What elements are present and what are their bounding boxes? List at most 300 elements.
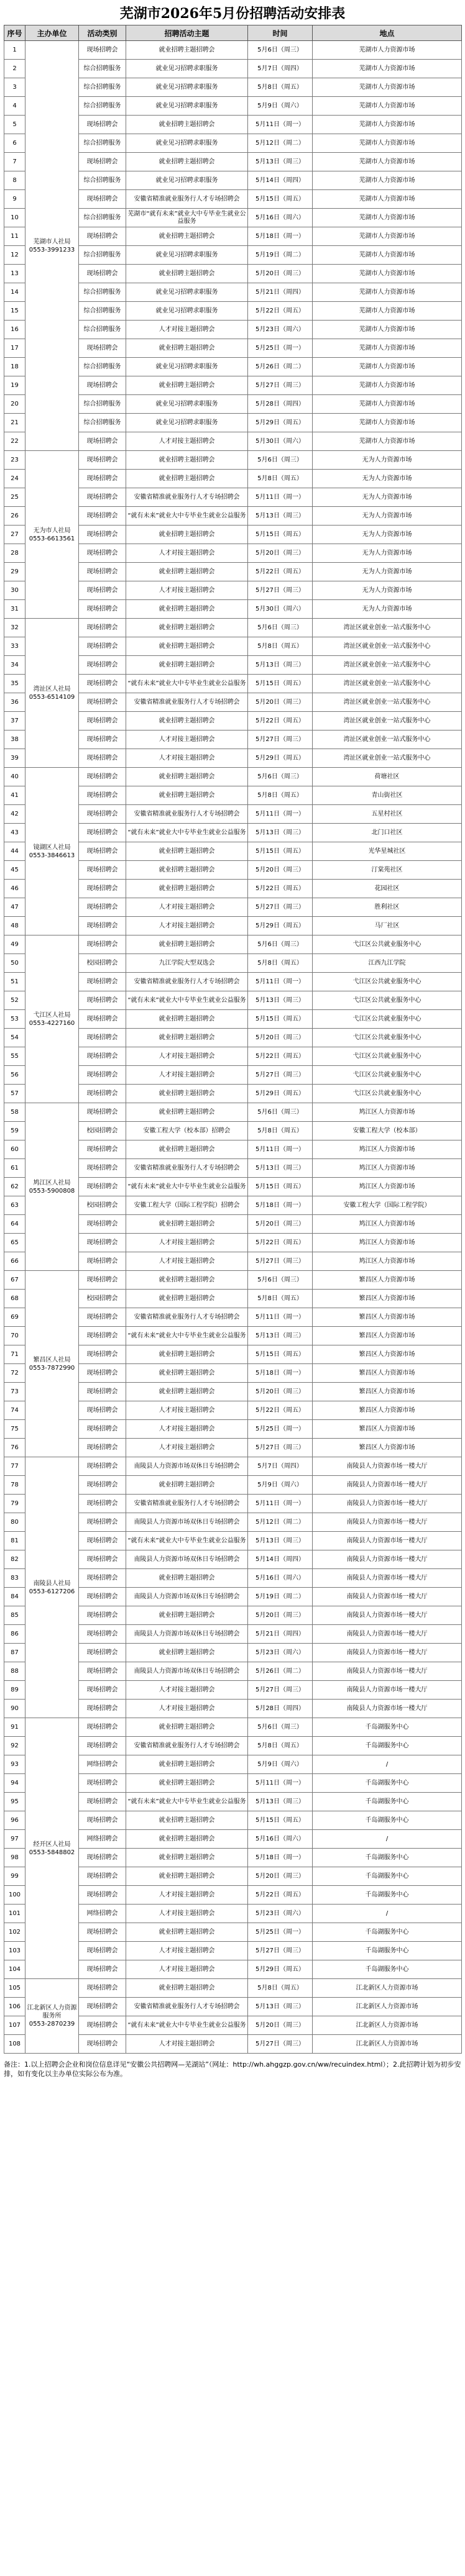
category-cell: 现场招聘会: [79, 675, 126, 693]
location-cell: 南陵县人力资源市场一楼大厅: [313, 1457, 462, 1476]
row-number-cell: 24: [4, 470, 25, 488]
time-cell: 5月27日（周三）: [248, 898, 313, 917]
row-number-cell: 89: [4, 1681, 25, 1700]
row-number-cell: 68: [4, 1290, 25, 1308]
time-cell: 5月6日（周三）: [248, 935, 313, 954]
row-number-cell: 18: [4, 358, 25, 376]
row-number-cell: 92: [4, 1737, 25, 1755]
row-number-cell: 104: [4, 1960, 25, 1979]
row-number-cell: 44: [4, 842, 25, 861]
row-number-cell: 57: [4, 1085, 25, 1103]
theme-cell: “就有未来”就业大中专毕业生就业公益服务: [126, 991, 248, 1010]
row-number-cell: 26: [4, 507, 25, 526]
theme-cell: “就有未来”就业大中专毕业生就业公益服务: [126, 1327, 248, 1345]
organizer-cell: 鸠江区人社局 0553-5900808: [25, 1103, 79, 1271]
time-cell: 5月15日（周五）: [248, 1178, 313, 1196]
time-cell: 5月6日（周三）: [248, 1103, 313, 1122]
row-number-cell: 2: [4, 60, 25, 78]
location-cell: 花园社区: [313, 880, 462, 898]
time-cell: 5月9日（周六）: [248, 1755, 313, 1774]
theme-cell: 南陵县人力资源市场双休日专场招聘会: [126, 1588, 248, 1606]
category-cell: 现场招聘会: [79, 1495, 126, 1513]
organizer-cell: 湾沚区人社局 0553-6514109: [25, 619, 79, 768]
time-cell: 5月15日（周五）: [248, 842, 313, 861]
category-cell: 现场招聘会: [79, 1793, 126, 1811]
category-cell: 现场招聘会: [79, 824, 126, 842]
row-number-cell: 73: [4, 1383, 25, 1401]
category-cell: 现场招聘会: [79, 1327, 126, 1345]
theme-cell: 就业招聘主题招聘会: [126, 1029, 248, 1047]
location-cell: 无为人力资源市场: [313, 526, 462, 544]
theme-cell: 人才对接主题招聘会: [126, 1234, 248, 1252]
time-cell: 5月27日（周三）: [248, 1681, 313, 1700]
time-cell: 5月13日（周三）: [248, 153, 313, 171]
table-row: [4, 768, 462, 786]
location-cell: 弋江区公共就业服务中心: [313, 935, 462, 954]
time-cell: 5月11日（周一）: [248, 1140, 313, 1159]
location-cell: 繁昌区人力资源市场: [313, 1271, 462, 1290]
time-cell: 5月8日（周五）: [248, 1979, 313, 1998]
category-cell: 现场招聘会: [79, 1085, 126, 1103]
time-cell: 5月22日（周五）: [248, 1047, 313, 1066]
time-cell: 5月11日（周一）: [248, 1495, 313, 1513]
category-cell: 现场招聘会: [79, 116, 126, 134]
theme-cell: 就业招聘主题招聘会: [126, 935, 248, 954]
category-cell: 现场招聘会: [79, 1774, 126, 1793]
theme-cell: 人才对接主题招聘会: [126, 1439, 248, 1457]
location-cell: /: [313, 1905, 462, 1923]
location-cell: 弋江区公共就业服务中心: [313, 973, 462, 991]
theme-cell: 就业招聘主题招聘会: [126, 1290, 248, 1308]
time-cell: 5月13日（周三）: [248, 1327, 313, 1345]
location-cell: 湾沚区就业创业一站式服务中心: [313, 675, 462, 693]
row-number-cell: 59: [4, 1122, 25, 1140]
row-number-cell: 91: [4, 1718, 25, 1737]
location-cell: 无为人力资源市场: [313, 544, 462, 563]
theme-cell: 就业见习招聘求职服务: [126, 97, 248, 116]
location-cell: 繁昌区人力资源市场: [313, 1364, 462, 1383]
row-number-cell: 103: [4, 1942, 25, 1960]
category-cell: 现场招聘会: [79, 1159, 126, 1178]
category-cell: 现场招聘会: [79, 581, 126, 600]
theme-cell: 芜湖市“就有未来”就业大中专毕业生就业公益服务: [126, 209, 248, 227]
row-number-cell: 5: [4, 116, 25, 134]
theme-cell: 南陵县人力资源市场双休日专场招聘会: [126, 1513, 248, 1532]
location-cell: 湾沚区就业创业一站式服务中心: [313, 619, 462, 637]
location-cell: 南陵县人力资源市场一楼大厅: [313, 1495, 462, 1513]
row-number-cell: 9: [4, 190, 25, 209]
theme-cell: “就有未来”就业大中专毕业生就业公益服务: [126, 1793, 248, 1811]
category-cell: 综合招聘服务: [79, 209, 126, 227]
location-cell: 鸠江区人力资源市场: [313, 1140, 462, 1159]
row-number-cell: 86: [4, 1625, 25, 1644]
row-number-cell: 15: [4, 302, 25, 321]
row-number-cell: 47: [4, 898, 25, 917]
row-number-cell: 99: [4, 1867, 25, 1886]
location-cell: 南陵县人力资源市场一楼大厅: [313, 1625, 462, 1644]
time-cell: 5月15日（周五）: [248, 1345, 313, 1364]
row-number-cell: 43: [4, 824, 25, 842]
time-cell: 5月11日（周一）: [248, 488, 313, 507]
theme-cell: 安徽省精准就业服务行人才专场招聘会: [126, 190, 248, 209]
location-cell: 千岛湖服务中心: [313, 1811, 462, 1830]
location-cell: 无为人力资源市场: [313, 488, 462, 507]
category-cell: 现场招聘会: [79, 432, 126, 451]
category-cell: 现场招聘会: [79, 41, 126, 60]
table-body: [4, 41, 462, 2054]
category-cell: 现场招聘会: [79, 1420, 126, 1439]
organizer-cell: 南陵县人社局 0553-6127206: [25, 1457, 79, 1718]
time-cell: 5月27日（周三）: [248, 376, 313, 395]
category-cell: 现场招聘会: [79, 265, 126, 283]
row-number-cell: 16: [4, 321, 25, 339]
theme-cell: 人才对接主题招聘会: [126, 1066, 248, 1085]
category-cell: 综合招聘服务: [79, 60, 126, 78]
theme-cell: 人才对接主题招聘会: [126, 1681, 248, 1700]
location-cell: 芜湖市人力资源市场: [313, 265, 462, 283]
time-cell: 5月16日（周六）: [248, 1830, 313, 1849]
row-number-cell: 50: [4, 954, 25, 973]
time-cell: 5月28日（周四）: [248, 1700, 313, 1718]
location-cell: 无为人力资源市场: [313, 600, 462, 619]
location-cell: 光华星城社区: [313, 842, 462, 861]
location-cell: /: [313, 1830, 462, 1849]
time-cell: 5月6日（周三）: [248, 41, 313, 60]
row-number-cell: 4: [4, 97, 25, 116]
location-cell: 南陵县人力资源市场一楼大厅: [313, 1644, 462, 1662]
theme-cell: 人才对接主题招聘会: [126, 1960, 248, 1979]
time-cell: 5月11日（周一）: [248, 973, 313, 991]
time-cell: 5月29日（周五）: [248, 1960, 313, 1979]
location-cell: 南陵县人力资源市场一楼大厅: [313, 1681, 462, 1700]
location-cell: 弋江区公共就业服务中心: [313, 1085, 462, 1103]
location-cell: 湾沚区就业创业一站式服务中心: [313, 712, 462, 730]
row-number-cell: 97: [4, 1830, 25, 1849]
time-cell: 5月20日（周三）: [248, 1215, 313, 1234]
row-number-cell: 31: [4, 600, 25, 619]
location-cell: 芜湖市人力资源市场: [313, 41, 462, 60]
theme-cell: 人才对接主题招聘会: [126, 432, 248, 451]
category-cell: 现场招聘会: [79, 2016, 126, 2035]
time-cell: 5月23日（周六）: [248, 1905, 313, 1923]
row-number-cell: 79: [4, 1495, 25, 1513]
time-cell: 5月22日（周五）: [248, 1401, 313, 1420]
row-number-cell: 102: [4, 1923, 25, 1942]
category-cell: 现场招聘会: [79, 1942, 126, 1960]
time-cell: 5月13日（周三）: [248, 1793, 313, 1811]
time-cell: 5月26日（周二）: [248, 358, 313, 376]
time-cell: 5月9日（周六）: [248, 1476, 313, 1495]
theme-cell: 就业招聘主题招聘会: [126, 619, 248, 637]
theme-cell: 就业见习招聘求职服务: [126, 60, 248, 78]
time-cell: 5月11日（周一）: [248, 116, 313, 134]
theme-cell: 就业招聘主题招聘会: [126, 1364, 248, 1383]
header-theme: 招聘活动主题: [126, 25, 248, 41]
organizer-cell: 经开区人社局 0553-5848802: [25, 1718, 79, 1979]
theme-cell: 人才对接主题招聘会: [126, 581, 248, 600]
category-cell: 现场招聘会: [79, 656, 126, 675]
theme-cell: 就业招聘主题招聘会: [126, 41, 248, 60]
theme-cell: 就业招聘主题招聘会: [126, 1383, 248, 1401]
location-cell: 芜湖市人力资源市场: [313, 395, 462, 414]
location-cell: 千岛湖服务中心: [313, 1942, 462, 1960]
time-cell: 5月20日（周三）: [248, 1383, 313, 1401]
time-cell: 5月20日（周三）: [248, 693, 313, 712]
location-cell: 芜湖市人力资源市场: [313, 60, 462, 78]
location-cell: 湾沚区就业创业一站式服务中心: [313, 730, 462, 749]
time-cell: 5月27日（周三）: [248, 1066, 313, 1085]
time-cell: 5月16日（周六）: [248, 209, 313, 227]
time-cell: 5月13日（周三）: [248, 656, 313, 675]
category-cell: 现场招聘会: [79, 1849, 126, 1867]
location-cell: 南陵县人力资源市场一楼大厅: [313, 1662, 462, 1681]
location-cell: 繁昌区人力资源市场: [313, 1401, 462, 1420]
row-number-cell: 36: [4, 693, 25, 712]
category-cell: 现场招聘会: [79, 1606, 126, 1625]
row-number-cell: 106: [4, 1998, 25, 2016]
location-cell: 鸠江区人力资源市场: [313, 1159, 462, 1178]
location-cell: 荷塘社区: [313, 768, 462, 786]
row-number-cell: 34: [4, 656, 25, 675]
location-cell: 繁昌区人力资源市场: [313, 1383, 462, 1401]
row-number-cell: 75: [4, 1420, 25, 1439]
theme-cell: 就业招聘主题招聘会: [126, 1569, 248, 1588]
category-cell: 综合招聘服务: [79, 302, 126, 321]
row-number-cell: 25: [4, 488, 25, 507]
time-cell: 5月27日（周三）: [248, 1942, 313, 1960]
theme-cell: 就业招聘主题招聘会: [126, 880, 248, 898]
theme-cell: 就业招聘主题招聘会: [126, 712, 248, 730]
theme-cell: 南陵县人力资源市场双休日专场招聘会: [126, 1550, 248, 1569]
time-cell: 5月20日（周三）: [248, 861, 313, 880]
row-number-cell: 40: [4, 768, 25, 786]
table-row: [4, 1457, 462, 1476]
theme-cell: 人才对接主题招聘会: [126, 321, 248, 339]
time-cell: 5月18日（周一）: [248, 1849, 313, 1867]
category-cell: 现场招聘会: [79, 1234, 126, 1252]
location-cell: 繁昌区人力资源市场: [313, 1420, 462, 1439]
category-cell: 现场招聘会: [79, 1029, 126, 1047]
row-number-cell: 72: [4, 1364, 25, 1383]
category-cell: 现场招聘会: [79, 1737, 126, 1755]
category-cell: 现场招聘会: [79, 842, 126, 861]
category-cell: 现场招聘会: [79, 600, 126, 619]
theme-cell: 就业招聘主题招聘会: [126, 1774, 248, 1793]
time-cell: 5月11日（周一）: [248, 1308, 313, 1327]
theme-cell: 就业见习招聘求职服务: [126, 358, 248, 376]
time-cell: 5月21日（周四）: [248, 283, 313, 302]
time-cell: 5月15日（周五）: [248, 675, 313, 693]
theme-cell: 就业招聘主题招聘会: [126, 153, 248, 171]
time-cell: 5月11日（周一）: [248, 805, 313, 824]
time-cell: 5月6日（周三）: [248, 451, 313, 470]
organizer-cell: 芜湖市人社局 0553-3991233: [25, 41, 79, 451]
category-cell: 综合招聘服务: [79, 321, 126, 339]
row-number-cell: 8: [4, 171, 25, 190]
theme-cell: 安徽省精准就业服务行人才专场招聘会: [126, 1159, 248, 1178]
location-cell: 千岛湖服务中心: [313, 1774, 462, 1793]
time-cell: 5月8日（周五）: [248, 1737, 313, 1755]
row-number-cell: 23: [4, 451, 25, 470]
time-cell: 5月23日（周六）: [248, 321, 313, 339]
location-cell: 繁昌区人力资源市场: [313, 1290, 462, 1308]
time-cell: 5月29日（周五）: [248, 1085, 313, 1103]
location-cell: 弋江区公共就业服务中心: [313, 1029, 462, 1047]
time-cell: 5月13日（周三）: [248, 507, 313, 526]
header-no: 序号: [4, 25, 25, 41]
location-cell: 千岛湖服务中心: [313, 1886, 462, 1905]
row-number-cell: 65: [4, 1234, 25, 1252]
time-cell: 5月29日（周五）: [248, 414, 313, 432]
location-cell: 弋江区公共就业服务中心: [313, 991, 462, 1010]
category-cell: 现场招聘会: [79, 693, 126, 712]
category-cell: 现场招聘会: [79, 1047, 126, 1066]
row-number-cell: 84: [4, 1588, 25, 1606]
location-cell: 南陵县人力资源市场一楼大厅: [313, 1700, 462, 1718]
time-cell: 5月7日（周四）: [248, 60, 313, 78]
category-cell: 综合招聘服务: [79, 171, 126, 190]
theme-cell: 安徽省精准就业服务行人才专场招聘会: [126, 488, 248, 507]
category-cell: 现场招聘会: [79, 1383, 126, 1401]
row-number-cell: 71: [4, 1345, 25, 1364]
table-row: [4, 935, 462, 954]
row-number-cell: 62: [4, 1178, 25, 1196]
organizer-cell: 繁昌区人社局 0553-7872990: [25, 1271, 79, 1457]
category-cell: 现场招聘会: [79, 1066, 126, 1085]
theme-cell: 就业招聘主题招聘会: [126, 470, 248, 488]
theme-cell: 人才对接主题招聘会: [126, 898, 248, 917]
location-cell: 芜湖市人力资源市场: [313, 97, 462, 116]
theme-cell: 安徽省精准就业服务行人才专场招聘会: [126, 973, 248, 991]
row-number-cell: 53: [4, 1010, 25, 1029]
theme-cell: 就业招聘主题招聘会: [126, 1010, 248, 1029]
theme-cell: 就业招聘主题招聘会: [126, 1755, 248, 1774]
category-cell: 现场招聘会: [79, 1718, 126, 1737]
theme-cell: 就业招聘主题招聘会: [126, 1849, 248, 1867]
category-cell: 现场招聘会: [79, 1923, 126, 1942]
row-number-cell: 105: [4, 1979, 25, 1998]
location-cell: 芜湖市人力资源市场: [313, 283, 462, 302]
category-cell: 综合招聘服务: [79, 134, 126, 153]
category-cell: 现场招聘会: [79, 2035, 126, 2054]
location-cell: 繁昌区人力资源市场: [313, 1308, 462, 1327]
category-cell: 现场招聘会: [79, 1811, 126, 1830]
table-row: [4, 619, 462, 637]
location-cell: 南陵县人力资源市场一楼大厅: [313, 1550, 462, 1569]
row-number-cell: 96: [4, 1811, 25, 1830]
category-cell: 现场招聘会: [79, 190, 126, 209]
theme-cell: 人才对接主题招聘会: [126, 1905, 248, 1923]
time-cell: 5月22日（周五）: [248, 1234, 313, 1252]
theme-cell: 人才对接主题招聘会: [126, 1942, 248, 1960]
category-cell: 现场招聘会: [79, 1364, 126, 1383]
row-number-cell: 80: [4, 1513, 25, 1532]
category-cell: 现场招聘会: [79, 1979, 126, 1998]
row-number-cell: 88: [4, 1662, 25, 1681]
location-cell: 无为人力资源市场: [313, 451, 462, 470]
category-cell: 现场招聘会: [79, 1215, 126, 1234]
theme-cell: 安徽省精准就业服务行人才专场招聘会: [126, 1495, 248, 1513]
location-cell: 芜湖市人力资源市场: [313, 339, 462, 358]
row-number-cell: 17: [4, 339, 25, 358]
location-cell: 安徽工程大学（国际工程学院）: [313, 1196, 462, 1215]
theme-cell: 安徽省精准就业服务行人才专场招聘会: [126, 1308, 248, 1327]
category-cell: 现场招聘会: [79, 1625, 126, 1644]
time-cell: 5月13日（周三）: [248, 1532, 313, 1550]
time-cell: 5月20日（周三）: [248, 2016, 313, 2035]
theme-cell: 就业见习招聘求职服务: [126, 78, 248, 97]
row-number-cell: 76: [4, 1439, 25, 1457]
time-cell: 5月20日（周三）: [248, 544, 313, 563]
location-cell: /: [313, 1755, 462, 1774]
category-cell: 现场招聘会: [79, 768, 126, 786]
theme-cell: 就业招聘主题招聘会: [126, 227, 248, 246]
row-number-cell: 19: [4, 376, 25, 395]
location-cell: 鸠江区人力资源市场: [313, 1234, 462, 1252]
time-cell: 5月13日（周三）: [248, 824, 313, 842]
location-cell: 千岛湖服务中心: [313, 1793, 462, 1811]
row-number-cell: 54: [4, 1029, 25, 1047]
location-cell: 弋江区公共就业服务中心: [313, 1066, 462, 1085]
row-number-cell: 12: [4, 246, 25, 265]
theme-cell: 就业招聘主题招聘会: [126, 1979, 248, 1998]
time-cell: 5月8日（周五）: [248, 637, 313, 656]
category-cell: 现场招聘会: [79, 991, 126, 1010]
row-number-cell: 94: [4, 1774, 25, 1793]
category-cell: 网络招聘会: [79, 1905, 126, 1923]
row-number-cell: 100: [4, 1886, 25, 1905]
location-cell: 湾沚区就业创业一站式服务中心: [313, 656, 462, 675]
location-cell: 繁昌区人力资源市场: [313, 1439, 462, 1457]
location-cell: 千岛湖服务中心: [313, 1718, 462, 1737]
theme-cell: 就业见习招聘求职服务: [126, 171, 248, 190]
location-cell: 千岛湖服务中心: [313, 1737, 462, 1755]
category-cell: 现场招聘会: [79, 1252, 126, 1271]
row-number-cell: 37: [4, 712, 25, 730]
time-cell: 5月15日（周五）: [248, 526, 313, 544]
category-cell: 现场招聘会: [79, 1550, 126, 1569]
row-number-cell: 107: [4, 2016, 25, 2035]
theme-cell: “就有未来”就业大中专毕业生就业公益服务: [126, 2016, 248, 2035]
category-cell: 现场招聘会: [79, 227, 126, 246]
category-cell: 综合招聘服务: [79, 78, 126, 97]
category-cell: 现场招聘会: [79, 1010, 126, 1029]
theme-cell: 人才对接主题招聘会: [126, 917, 248, 935]
time-cell: 5月6日（周三）: [248, 768, 313, 786]
category-cell: 现场招聘会: [79, 1644, 126, 1662]
category-cell: 网络招聘会: [79, 1830, 126, 1849]
theme-cell: 安徽工程大学（校本部）招聘会: [126, 1122, 248, 1140]
category-cell: 现场招聘会: [79, 1513, 126, 1532]
time-cell: 5月8日（周五）: [248, 954, 313, 973]
category-cell: 现场招聘会: [79, 1867, 126, 1886]
time-cell: 5月19日（周二）: [248, 246, 313, 265]
category-cell: 现场招聘会: [79, 1140, 126, 1159]
time-cell: 5月13日（周三）: [248, 1159, 313, 1178]
category-cell: 现场招聘会: [79, 470, 126, 488]
row-number-cell: 87: [4, 1644, 25, 1662]
theme-cell: 就业招聘主题招聘会: [126, 656, 248, 675]
category-cell: 现场招聘会: [79, 619, 126, 637]
row-number-cell: 55: [4, 1047, 25, 1066]
category-cell: 综合招聘服务: [79, 97, 126, 116]
time-cell: 5月25日（周一）: [248, 1923, 313, 1942]
category-cell: 现场招聘会: [79, 1700, 126, 1718]
location-cell: 芜湖市人力资源市场: [313, 227, 462, 246]
theme-cell: 就业招聘主题招聘会: [126, 1271, 248, 1290]
table-row: [4, 1718, 462, 1737]
category-cell: 现场招聘会: [79, 861, 126, 880]
